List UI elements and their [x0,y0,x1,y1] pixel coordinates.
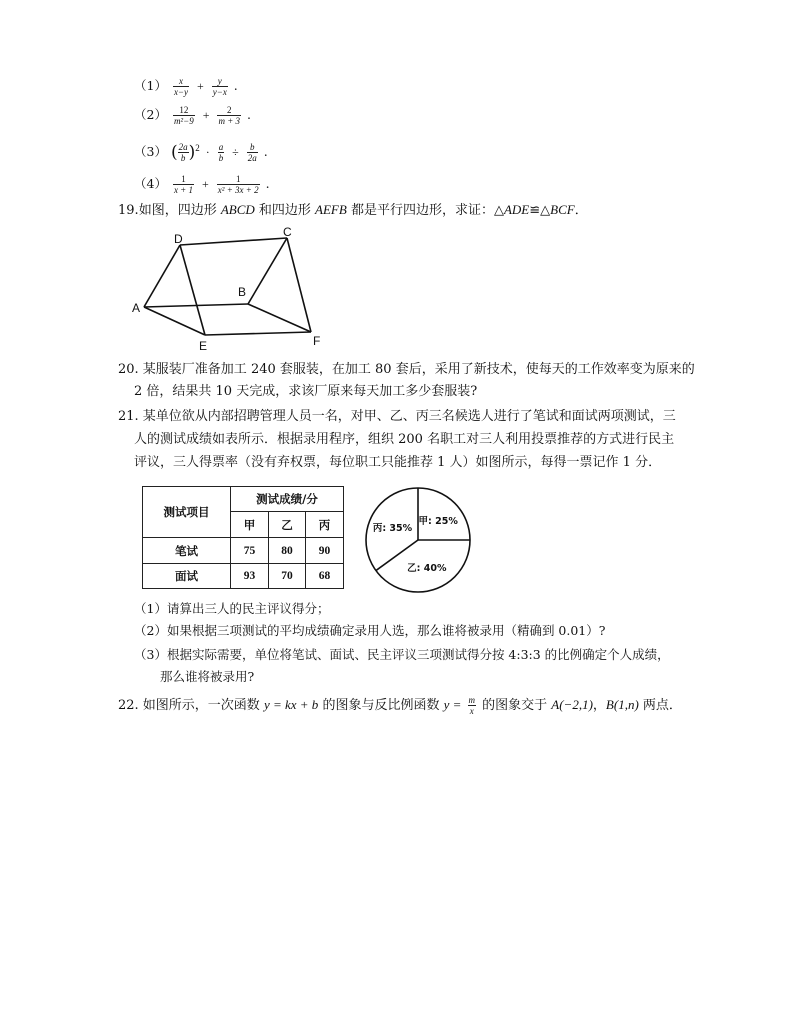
question-21-sub3-line2: 那么谁将被录用? [160,669,255,684]
q18-part4: （4） $\frac{1}{x + 1}$ + $\frac{1}{\text{x² + 3x + 2}}$ . [134,174,270,195]
fraction: $\frac{x}{x-y}$ [173,76,188,97]
question-20-line2: 2 倍，结果共 10 天完成，求该厂原来每天加工多少套服装? [134,384,478,399]
label-f: F [313,334,321,348]
edge-cb [248,238,287,304]
question-21-line1: 21. 某单位欲从内部招聘管理人员一名，对甲、乙、丙三名候选人进行了笔试和面试两项测试，三 [118,409,676,424]
label-d: D [174,232,183,246]
edge-ad [144,245,180,307]
fraction: $\frac{m}{x}$ [468,695,476,716]
label-a: A [132,301,141,315]
question-21-sub1: （1）请算出三人的民主评议得分； [134,601,330,616]
table-header-candidate: 丙 [306,512,344,538]
question-21-line3: 评议，三人得票率（没有弃权票，每位职工只能推荐 1 人）如图所示，每得一票记作 1 分． [134,455,662,470]
table-header-item: 测试项目 [143,487,231,538]
edge-de [180,245,205,335]
label-e: E [199,339,208,353]
label-c: C [283,225,292,239]
question-21-sub2: （2）如果根据三项测试的平均成绩确定录用人选，那么谁将被录用（精确到 0.01）? [134,623,606,638]
table-header-score: 测试成绩/分 [231,487,344,512]
fraction: $\frac{y}{y-x}$ [212,76,227,97]
fraction: $\frac{2a}{b}$ [178,142,188,164]
fraction: $\frac{2}{m + 3}$ [218,105,241,126]
pie-label-乙: 乙: 40% [407,563,447,575]
fraction: $\frac{1}{x + 1}$ [173,174,194,195]
question-19: 19.如图，四边形 ABCD 和四边形 AEFB 都是平行四边形，求证：△ADE≌△BCF． [118,202,588,218]
table-row: 笔试 75 80 90 [143,538,344,564]
question-21-sub3-line1: （3）根据实际需要，单位将笔试、面试、民主评议三项测试得分按 4:3:3 的比例确定个人成绩， [134,647,670,662]
parallelogram-figure [128,224,328,354]
table-row: 面试 93 70 68 [143,564,344,589]
q18-part3: （3） ( $\frac{2a}{b}$ )$^2$ · $\frac{a}{b}$ ÷ $\frac{b}{2a}$ . [134,142,268,164]
fraction: $\frac{b}{2a}$ [247,142,257,164]
table-header-candidate: 乙 [269,512,306,538]
pie-label-甲: 甲: 25% [418,515,458,527]
edge-bf [248,304,311,332]
edge-ae [144,307,205,335]
question-20-line1: 20. 某服装厂准备加工 240 套服装，在加工 80 套后，采用了新技术，使每天的工作效率变为原来的 [118,362,695,377]
fraction: $\frac{1}{\text{x² + 3x + 2}}$ [217,174,259,195]
q18-part2: （2） $\frac{12}{\text{m²−9}}$ + $\frac{2}{m + 3}$ . [134,105,252,126]
fraction: $\frac{a}{b}$ [218,142,224,164]
edge-cf [287,238,311,332]
q18-part1: （1） $\frac{x}{x-y}$ + $\frac{y}{y-x}$ . [134,76,238,97]
edge-ef [205,332,311,335]
question-22: 22. 如图所示，一次函数 y = kx + b 的图象与反比例函数 y = $\frac{m}{x}$ 的图象交于 A(−2,1)，B(1,n) 两点． [118,695,682,716]
table-header-candidate: 甲 [231,512,269,538]
question-21-line2: 人的测试成绩如表所示．根据录用程序，组织 200 名职工对三人利用投票推荐的方式进行民主 [134,432,675,447]
score-table [142,486,344,589]
edge-dc [180,238,287,245]
label-b: B [238,285,247,299]
vote-pie-chart [360,482,476,598]
pie-label-丙: 丙: 35% [372,523,413,535]
fraction: $\frac{12}{\text{m²−9}}$ [173,105,194,126]
